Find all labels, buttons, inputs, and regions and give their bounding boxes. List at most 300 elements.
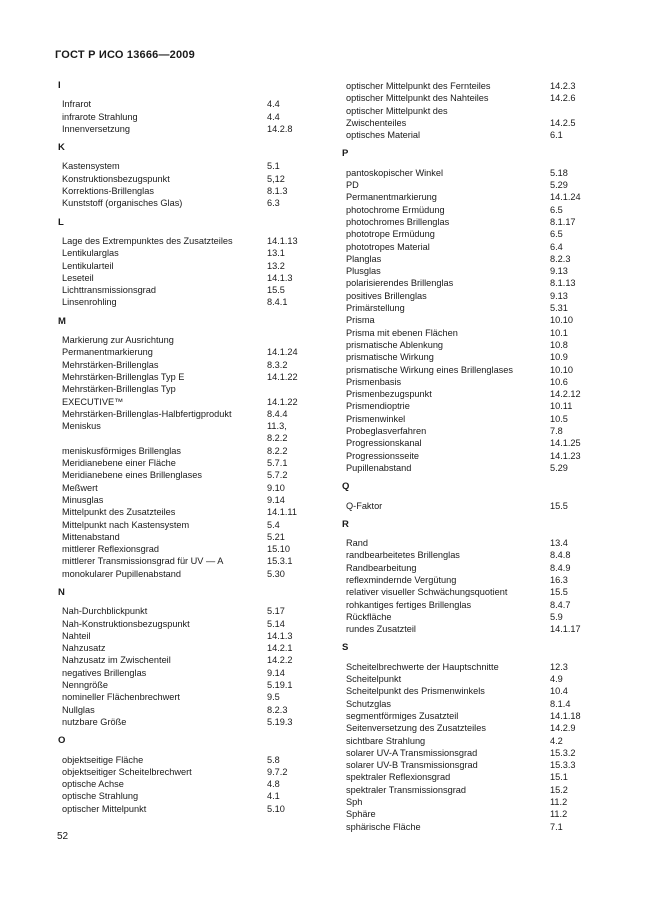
entry-term: Sphäre [346,809,376,820]
page-number: 52 [57,831,69,842]
entry-term: optischer Mittelpunkt des Fernteiles [346,81,491,91]
section-letter: I [58,80,61,91]
index-entry [341,796,591,808]
entry-term: Zwischenteiles [346,117,407,128]
entry-reference: 10.9 [550,352,568,363]
entry-reference: 5.19.3 [267,716,293,727]
index-entry [341,105,591,117]
entry-term: Permanentmarkierung [62,347,153,358]
entry-term: Nah-Konstruktionsbezugspunkt [62,618,190,629]
entry-term: Lentikularteil [62,260,114,271]
entry-reference: 10.5 [550,413,568,424]
index-entry [57,396,307,408]
entry-reference: 11.2 [550,797,568,808]
entry-term: Prisma mit ebenen Flächen [346,327,458,338]
index-entry [57,457,307,469]
section-letter: Q [342,481,350,493]
entry-term: Primärstellung [346,303,405,314]
entry-reference: 14.1.3 [267,630,293,641]
entry-reference: 5.17 [267,606,285,617]
index-group [57,316,307,580]
index-entry [57,642,307,654]
entry-reference: 14.1.24 [550,192,581,203]
entry-reference: 5.18 [550,167,568,178]
entry-reference: 6.4 [550,241,563,252]
index-entry [341,179,591,191]
entry-reference: 11.2 [550,809,568,820]
entry-term: prismatische Ablenkung [346,339,444,350]
entry-reference: 10.1 [550,327,568,338]
index-entry [341,722,591,734]
entry-term: Lage des Extrempunktes des Zusatzteiles [62,235,233,246]
entry-term: Nenngröße [62,680,108,691]
index-entry [57,197,307,209]
entry-reference: 14.1.24 [267,347,298,358]
entry-term: polarisierendes Brillenglas [346,278,454,289]
index-entry [341,228,591,240]
index-entry [341,191,591,203]
entry-reference: 10.4 [550,686,568,697]
entry-term: Prismenbezugspunkt [346,389,432,400]
entry-reference: 14.1.18 [550,710,581,721]
index-entry [341,253,591,265]
entry-reference: 8.4.1 [267,297,288,308]
entry-reference: 8.4.4 [267,408,288,419]
entry-term: Scheitelpunkt [346,674,402,685]
index-column-left [57,80,307,815]
index-entry [341,586,591,598]
index-entry [341,771,591,783]
entry-term: Konstruktionsbezugspunkt [62,173,170,184]
entry-term: spektraler Reflexionsgrad [346,772,451,783]
entry-reference: 6.5 [550,204,563,215]
index-entry [341,784,591,796]
section-letter: K [58,142,65,154]
entry-reference: 9.5 [267,692,280,703]
entry-term: Rückfläche [346,611,392,622]
entry-term: Minusglas [62,494,104,505]
index-entry [57,654,307,666]
entry-term: Markierung zur Ausrichtung [62,335,174,346]
index-entry [341,376,591,388]
index-entry [57,543,307,555]
index-entry [341,698,591,710]
entry-term: prismatische Wirkung eines Brillenglases [346,364,513,375]
entry-term: Lichttransmissionsgrad [62,285,156,296]
entry-term: mittlerer Reflexionsgrad [62,544,160,555]
index-entry [57,408,307,420]
index-entry [341,364,591,376]
entry-reference: 5.7.1 [267,458,288,469]
entry-term: Rand [346,538,368,549]
index-entry [57,445,307,457]
entry-reference: 8.4.9 [550,562,571,573]
entry-term: Infrarot [62,99,92,110]
index-group [341,519,591,636]
entry-reference: 15.2 [550,784,568,795]
entry-reference: 9.10 [267,482,285,493]
index-group [57,142,307,209]
entry-reference: 15.3.3 [550,760,576,771]
index-entry [57,555,307,567]
index-entry [57,284,307,296]
entry-term: randbearbeitetes Brillenglas [346,550,460,561]
entry-reference: 8.1.4 [550,698,571,709]
entry-reference: 15.3.2 [550,747,576,758]
index-entry [57,803,307,815]
entry-term: Schutzglas [346,698,391,709]
entry-reference: 10.10 [550,364,573,375]
entry-reference: 4.2 [550,735,563,746]
index-entry [57,691,307,703]
entry-reference: 9.14 [267,494,285,505]
entry-term: Mehrstärken-Brillenglas [62,359,159,370]
entry-reference: 8.4.8 [550,550,571,561]
index-entry [341,574,591,586]
index-entry [57,469,307,481]
entry-term: Meridianebene einer Fläche [62,458,176,469]
index-entry [57,605,307,617]
entry-reference: 14.2.2 [267,655,293,666]
entry-reference: 6.3 [267,198,280,209]
entry-term: Permanentmarkierung [346,192,437,203]
entry-reference: 11.3, [267,421,287,432]
entry-reference: 5.19.1 [267,680,293,691]
entry-reference: 14.1.22 [267,371,298,382]
entry-term: Prismenwinkel [346,413,406,424]
entry-reference: 14.1.17 [550,624,581,635]
entry-term: Mehrstärken-Brillenglas Typ [62,384,176,395]
index-entry [57,247,307,259]
entry-term: nomineller Flächenbrechwert [62,692,180,703]
index-entry [341,611,591,623]
index-entry [57,272,307,284]
entry-reference: 15.10 [267,544,290,555]
index-entry [341,673,591,685]
index-entry [341,167,591,179]
section-letter: N [58,586,65,598]
entry-term: Lentikularglas [62,248,119,259]
entry-term: Nullglas [62,704,95,715]
entry-reference: 8.2.3 [267,704,288,715]
entry-term: Nahzusatz [62,643,106,654]
index-entry [341,388,591,400]
index-entry [57,667,307,679]
index-entry [57,766,307,778]
index-entry [341,117,591,129]
index-entry [57,160,307,172]
index-entry [341,351,591,363]
entry-reference: 5.30 [267,568,285,579]
index-entry [57,296,307,308]
index-entry [57,630,307,642]
index-entry [341,425,591,437]
entry-reference: 8.1.3 [267,186,288,197]
entry-reference: 5.10 [267,803,285,814]
index-entry [341,129,591,141]
entry-term: Scheitelpunkt des Prismenwinkels [346,686,485,697]
entry-term: Progressionskanal [346,438,422,449]
index-entry [57,568,307,580]
entry-reference: 10.10 [550,315,573,326]
entry-reference: 5.29 [550,180,568,191]
entry-reference: 15.5 [267,285,285,296]
index-group [341,148,591,474]
section-letter: R [342,518,349,530]
entry-reference: 4.4 [267,111,280,122]
entry-reference: 5.7.2 [267,470,288,481]
entry-reference: 7.1 [550,821,563,832]
entry-reference: 15.3.1 [267,556,293,567]
entry-term: objektseitiger Scheitelbrechwert [62,766,192,777]
entry-term: optische Strahlung [62,791,139,802]
entry-term: Kunststoff (organisches Glas) [62,198,183,209]
index-entry [57,618,307,630]
entry-reference: 13.4 [550,538,568,549]
entry-reference: 15.5 [550,500,568,511]
entry-term: solarer UV-B Transmissionsgrad [346,760,478,771]
entry-term: solarer UV-A Transmissionsgrad [346,747,478,758]
index-entry [57,519,307,531]
entry-term: reflexmindernde Vergütung [346,574,457,585]
section-letter: L [58,216,64,228]
entry-term: nutzbare Größe [62,716,127,727]
index-entry [57,359,307,371]
entry-term: Randbearbeitung [346,562,417,573]
entry-reference: 5,12 [267,173,285,184]
index-entry [341,92,591,104]
index-entry [341,400,591,412]
index-entry [57,704,307,716]
entry-term: infrarote Strahlung [62,111,138,122]
section-letter: S [342,642,349,654]
entry-reference: 5.29 [550,462,568,473]
index-group [57,735,307,815]
entry-reference: 14.2.6 [550,93,576,104]
entry-term: Sph [346,797,363,808]
entry-reference: 5.14 [267,618,285,629]
entry-reference: 4.9 [550,674,563,685]
index-entry [341,623,591,635]
index-entry [341,290,591,302]
index-entry [57,260,307,272]
index-entry [57,679,307,691]
entry-term: phototropes Material [346,241,430,252]
index-entry [341,599,591,611]
entry-reference: 14.1.23 [550,450,581,461]
entry-reference: 14.2.9 [550,723,576,734]
index-group [57,587,307,728]
entry-reference: 8.4.7 [550,599,571,610]
index-entry [341,710,591,722]
entry-reference: 16.3 [550,574,568,585]
entry-reference: 10.6 [550,376,568,387]
index-entry [57,716,307,728]
page-header: ГОСТ Р ИСО 13666—2009 [55,49,195,61]
entry-term: negatives Brillenglas [62,667,147,678]
entry-term: Korrektions-Brillenglas [62,186,154,197]
entry-reference: 9.13 [550,266,568,277]
index-entry [341,277,591,289]
index-entry [341,661,591,673]
index-entry [341,537,591,549]
entry-reference: 14.2.5 [550,117,576,128]
index-entry [341,327,591,339]
entry-term: meniskusförmiges Brillenglas [62,445,181,456]
index-entry [57,506,307,518]
entry-reference: 14.2.1 [267,643,293,654]
entry-reference: 8.2.2 [267,445,288,456]
index-entry [57,383,307,395]
entry-term: sphärische Fläche [346,821,421,832]
index-entry [341,500,591,512]
entry-term: mittlerer Transmissionsgrad für UV — A [62,556,224,567]
index-entry [57,778,307,790]
entry-term: Mehrstärken-Brillenglas-Halbfertigprodukt [62,408,232,419]
entry-term: Scheitelbrechwerte der Hauptschnitte [346,661,499,672]
index-entry [57,790,307,802]
entry-term: photochrome Ermüdung [346,204,445,215]
entry-term: photochromes Brillenglas [346,216,450,227]
index-entry [57,754,307,766]
index-entry [57,432,307,444]
entry-reference: 5.4 [267,519,280,530]
entry-reference: 13.2 [267,260,285,271]
index-entry [341,241,591,253]
entry-term: pantoskopischer Winkel [346,167,444,178]
index-entry [341,759,591,771]
entry-reference: 14.1.3 [267,272,293,283]
entry-term: positives Brillenglas [346,290,427,301]
entry-reference: 7.8 [550,426,563,437]
entry-term: Plusglas [346,266,381,277]
entry-term: optisches Material [346,130,421,141]
entry-reference: 6.5 [550,229,563,240]
index-entry [57,494,307,506]
entry-reference: 14.2.3 [550,81,576,91]
index-entry [57,123,307,135]
entry-term: Nahteil [62,630,91,641]
entry-reference: 5.21 [267,531,285,542]
entry-term: Meßwert [62,482,98,493]
index-group [57,217,307,309]
entry-term: segmentförmiges Zusatzteil [346,710,459,721]
section-letter: P [342,148,349,160]
entry-term: Nahzusatz im Zwischenteil [62,655,171,666]
index-entry [341,808,591,820]
index-entry [341,302,591,314]
entry-reference: 6.1 [550,130,563,141]
entry-term: PD [346,180,359,191]
index-entry [57,111,307,123]
entry-reference: 5.31 [550,303,568,314]
entry-term: Pupillenabstand [346,462,412,473]
entry-term: sichtbare Strahlung [346,735,426,746]
entry-term: Meniskus [62,421,101,432]
index-group [57,80,307,135]
entry-term: rundes Zusatzteil [346,624,416,635]
index-entry [57,371,307,383]
entry-reference: 8.3.2 [267,359,288,370]
entry-reference: 14.2.8 [267,123,293,134]
entry-reference: 4.8 [267,779,280,790]
entry-reference: 4.4 [267,99,280,110]
index-entry [57,334,307,346]
entry-term: spektraler Transmissionsgrad [346,784,466,795]
entry-term: Progressionsseite [346,450,420,461]
index-entry [341,216,591,228]
index-entry [57,235,307,247]
index-entry [341,747,591,759]
entry-reference: 4.1 [267,791,280,802]
entry-term: optischer Mittelpunkt [62,803,147,814]
index-entry [57,531,307,543]
entry-term: Innenversetzung [62,123,130,134]
entry-term: optische Achse [62,779,124,790]
entry-reference: 14.2.12 [550,389,581,400]
index-entry [341,265,591,277]
index-entry [341,735,591,747]
index-entry [341,437,591,449]
index-entry [341,80,591,92]
entry-term: objektseitige Fläche [62,754,144,765]
index-group [341,642,591,832]
index-entry [341,685,591,697]
entry-reference: 10.8 [550,339,568,350]
entry-reference: 13.1 [267,248,285,259]
entry-term: Mehrstärken-Brillenglas Typ E [62,371,185,382]
entry-term: Seitenversetzung des Zusatzteiles [346,723,486,734]
entry-reference: 12.3 [550,661,568,672]
index-entry [57,185,307,197]
entry-term: Mittelpunkt nach Kastensystem [62,519,190,530]
entry-term: Linsenrohling [62,297,117,308]
entry-reference: 5.9 [550,611,563,622]
index-entry [341,549,591,561]
entry-term: monokularer Pupillenabstand [62,568,182,579]
entry-term: Prisma [346,315,375,326]
index-entry [57,420,307,432]
index-entry [341,204,591,216]
entry-reference: 14.1.13 [267,235,298,246]
entry-term: Q-Faktor [346,500,383,511]
entry-term: optischer Mittelpunkt des [346,105,448,116]
entry-reference: 14.1.22 [267,396,298,407]
index-entry [341,462,591,474]
entry-term: Mittelpunkt des Zusatzteiles [62,507,176,518]
index-entry [341,339,591,351]
entry-term: rohkantiges fertiges Brillenglas [346,599,472,610]
entry-term: Mittenabstand [62,531,120,542]
entry-reference: 15.1 [550,772,568,783]
index-entry [341,562,591,574]
entry-reference: 14.1.25 [550,438,581,449]
entry-reference: 5.1 [267,161,280,172]
entry-term: phototrope Ermüdung [346,229,435,240]
index-entry [57,346,307,358]
section-letter: O [58,735,66,747]
entry-term: prismatische Wirkung [346,352,434,363]
index-entry [341,314,591,326]
section-letter: M [58,315,66,327]
entry-term: Planglas [346,253,382,264]
entry-reference: 10.11 [550,401,573,412]
entry-reference: 8.2.3 [550,253,571,264]
entry-term: Nah-Durchblickpunkt [62,606,148,617]
entry-reference: 5.8 [267,754,280,765]
index-entry [57,173,307,185]
entry-reference: 8.2.2 [267,433,288,444]
